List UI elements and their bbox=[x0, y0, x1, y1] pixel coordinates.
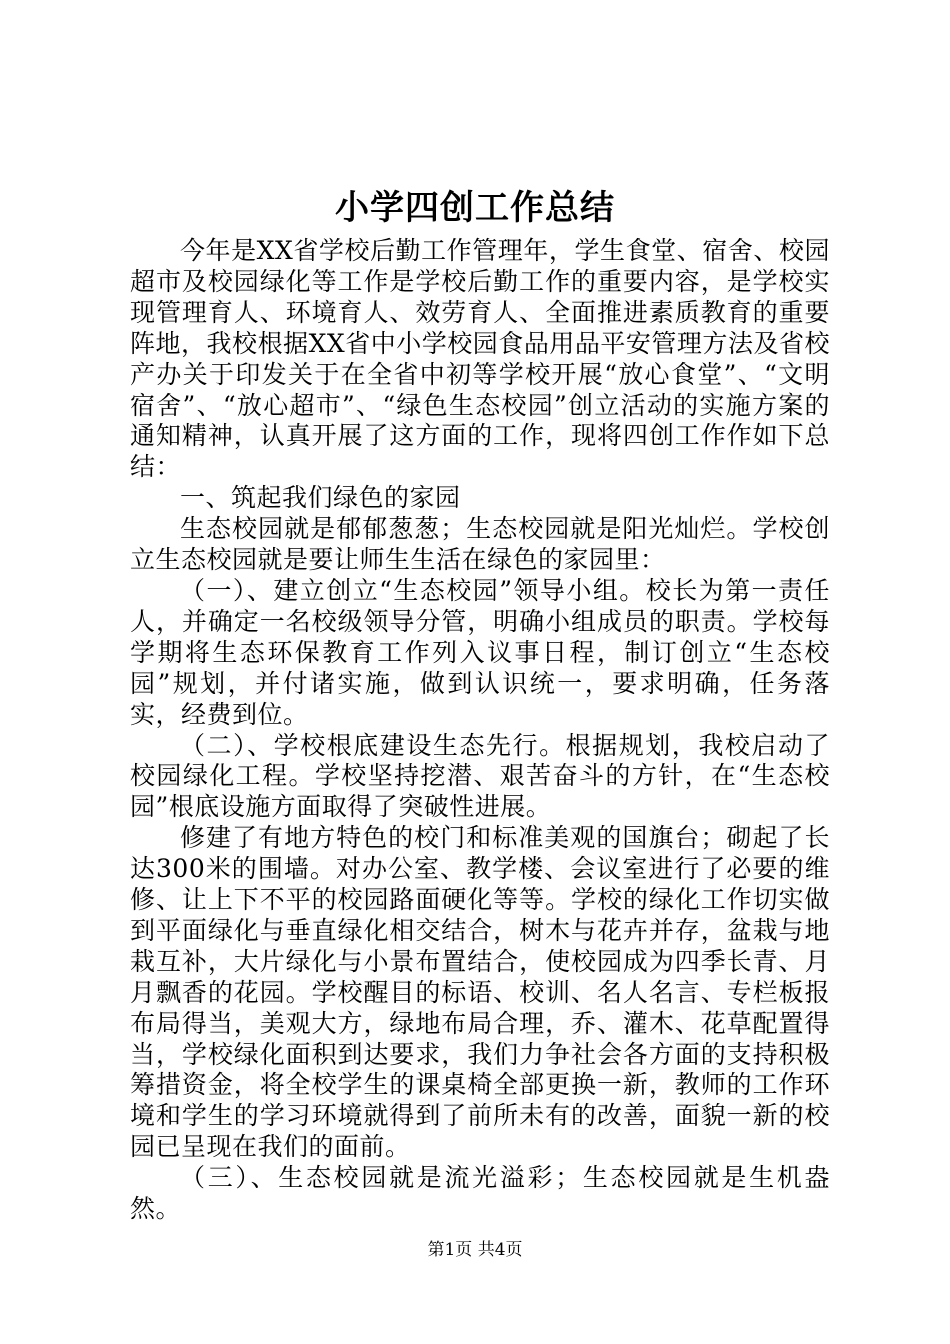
page-footer: 第1页 共4页 bbox=[427, 1240, 523, 1260]
paragraph: 今年是XX省学校后勤工作管理年，学生食堂、宿舍、校园超市及校园绿化等工作是学校后勤工作的重要内容，是学校实现管理育人、环境育人、效劳育人、全面推进素质教育的重要阵地，我校根据XX省中小学校园食品用品平安管理方法及省校产办关于印发关于在全省中初等学校开展“放心食堂”、“文明宿舍”、“放心超市”、“绿色生态校园”创立活动的实施方案的通知精神，认真开展了这方面的工作，现将四创工作作如下总结： bbox=[130, 236, 830, 482]
paragraph: 生态校园就是郁郁葱葱；生态校园就是阳光灿烂。学校创立生态校园就是要让师生生活在绿色的家园里： bbox=[130, 514, 830, 575]
paragraph: （二）、学校根底建设生态先行。根据规划，我校启动了校园绿化工程。学校坚持挖潜、艰苦奋斗的方针，在“生态校园”根底设施方面取得了突破性进展。 bbox=[130, 730, 830, 822]
section-heading: 一、筑起我们绿色的家园 bbox=[180, 483, 461, 513]
document-body bbox=[130, 236, 830, 1225]
document-title: 小学四创工作总结 bbox=[335, 188, 615, 228]
paragraph: （三）、生态校园就是流光溢彩；生态校园就是生机盎然。 bbox=[130, 1163, 830, 1224]
paragraph: （一）、建立创立“生态校园”领导小组。校长为第一责任人，并确定一名校级领导分管，明确小组成员的职责。学校每学期将生态环保教育工作列入议事日程，制订创立“生态校园”规划，并付诸实施，做到认识统一，要求明确，任务落实，经费到位。 bbox=[130, 575, 830, 729]
paragraph: 修建了有地方特色的校门和标准美观的国旗台；砌起了长达300米的围墙。对办公室、教学楼、会议室进行了必要的维修、让上下不平的校园路面硬化等等。学校的绿化工作切实做到平面绿化与垂直绿化相交结合，树木与花卉并存，盆栽与地栽互补，大片绿化与小景布置结合，使校园成为四季长青、月月飘香的花园。学校醒目的标语、校训、名人名言、专栏板报布局得当，美观大方，绿地布局合理，乔、灌木、花草配置得当，学校绿化面积到达要求，我们力争社会各方面的支持积极筹措资金，将全校学生的课桌椅全部更换一新，教师的工作环境和学生的学习环境就得到了前所未有的改善，面貌一新的校园已呈现在我们的面前。 bbox=[130, 823, 830, 1162]
